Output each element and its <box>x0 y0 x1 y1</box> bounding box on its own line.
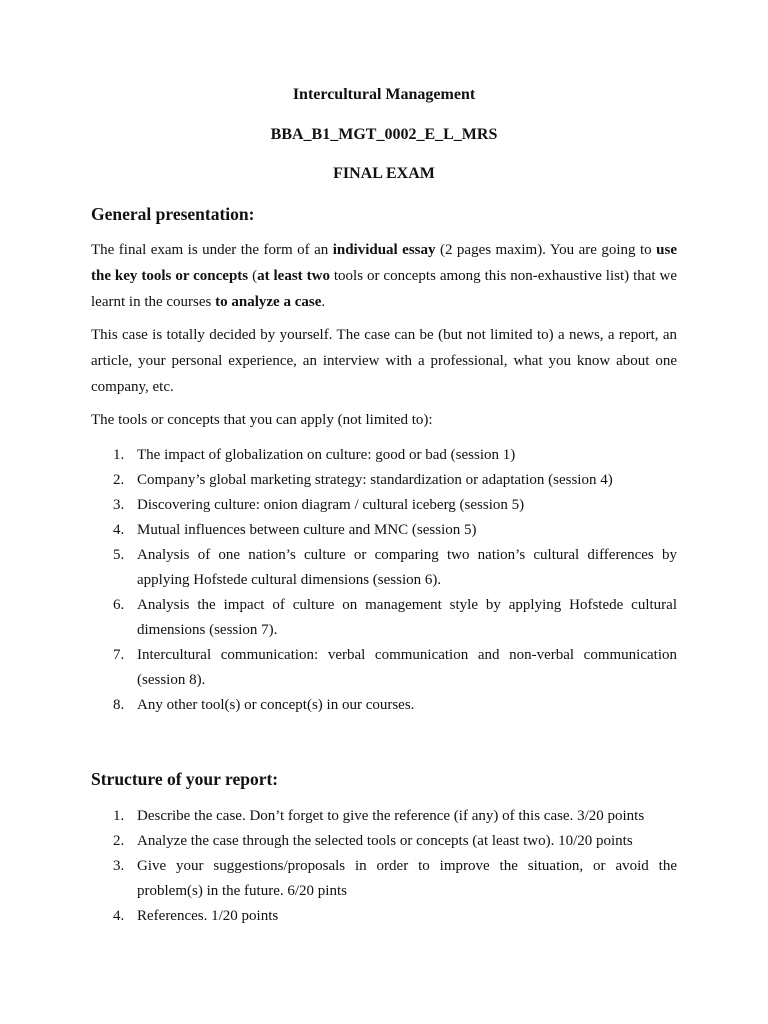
list-item <box>91 804 677 829</box>
list-item-text: Intercultural communication: verbal communication and non-verbal communication (session 8). <box>137 647 677 688</box>
p1-bold-key-tools: use the key tools or concepts <box>91 242 677 284</box>
list-item-text: The impact of globalization on culture: good or bad (session 1) <box>137 447 516 463</box>
list-item-text: Give your suggestions/proposals in order to improve the situation, or avoid the problem(s) in the future. 6/20 pints <box>137 858 677 899</box>
list-number: 1. <box>113 808 125 824</box>
list-item-text: Any other tool(s) or concept(s) in our courses. <box>137 697 415 713</box>
list-item-text: Analysis the impact of culture on management style by applying Hofstede cultural dimensions (session 7). <box>137 597 677 638</box>
general-paragraph-2: This case is totally decided by yourself. The case can be (but not limited to) a news, a report, an article, your personal experience, an interview with a professional, what you know about one company, etc. <box>91 327 677 395</box>
list-item-text: Mutual influences between culture and MNC (session 5) <box>137 522 477 538</box>
list-item <box>91 829 677 854</box>
list-item-text: Discovering culture: onion diagram / cultural iceberg (session 5) <box>137 497 525 513</box>
structure-list <box>91 804 677 929</box>
list-item-text: Company’s global marketing strategy: standardization or adaptation (session 4) <box>137 472 613 488</box>
exam-title: FINAL EXAM <box>333 165 435 182</box>
general-paragraph-3: The tools or concepts that you can apply (not limited to): <box>91 412 433 428</box>
list-number: 4. <box>113 908 125 924</box>
list-number: 3. <box>113 497 125 513</box>
list-number: 7. <box>113 647 125 663</box>
list-item <box>91 468 677 493</box>
p1-text-5: . <box>321 294 326 310</box>
list-item <box>91 518 677 543</box>
p1-text-1: The final exam is under the form of an <box>91 242 333 258</box>
p1-text-4: tools or concepts among this non-exhaustive list) that we learnt in the courses <box>91 268 677 310</box>
list-number: 2. <box>113 472 125 488</box>
list-item <box>91 693 677 718</box>
list-item <box>91 543 677 593</box>
course-code: BBA_B1_MGT_0002_E_L_MRS <box>270 126 498 143</box>
list-item <box>91 904 677 929</box>
list-number: 1. <box>113 447 125 463</box>
p1-text-2: (2 pages maxim). You are going to <box>435 242 657 258</box>
p1-bold-at-least-two: at least two <box>257 268 330 284</box>
general-paragraph-1 <box>91 237 677 315</box>
list-item <box>91 593 677 643</box>
list-item <box>91 493 677 518</box>
list-item-text: Analyze the case through the selected tools or concepts (at least two). 10/20 points <box>137 833 633 849</box>
p1-bold-analyze-case: to analyze a case <box>215 294 322 310</box>
course-title: Intercultural Management <box>292 86 476 103</box>
list-number: 8. <box>113 697 125 713</box>
p1-bold-individual-essay: individual essay <box>332 242 436 258</box>
list-item <box>91 643 677 693</box>
list-number: 5. <box>113 547 125 563</box>
list-number: 2. <box>113 833 125 849</box>
list-number: 6. <box>113 597 125 613</box>
p1-text-3: ( <box>248 268 258 284</box>
list-item <box>91 854 677 904</box>
list-item-text: References. 1/20 points <box>137 908 279 924</box>
list-number: 4. <box>113 522 125 538</box>
list-item <box>91 443 677 468</box>
general-presentation-heading: General presentation: <box>91 204 255 224</box>
list-item-text: Analysis of one nation’s culture or comparing two nation’s cultural differences by applying Hofstede cultural dimensions (session 6). <box>137 547 677 588</box>
list-item-text: Describe the case. Don’t forget to give the reference (if any) of this case. 3/20 points <box>137 808 645 824</box>
structure-heading: Structure of your report: <box>91 769 279 789</box>
tools-list <box>91 443 677 718</box>
list-number: 3. <box>113 858 125 874</box>
